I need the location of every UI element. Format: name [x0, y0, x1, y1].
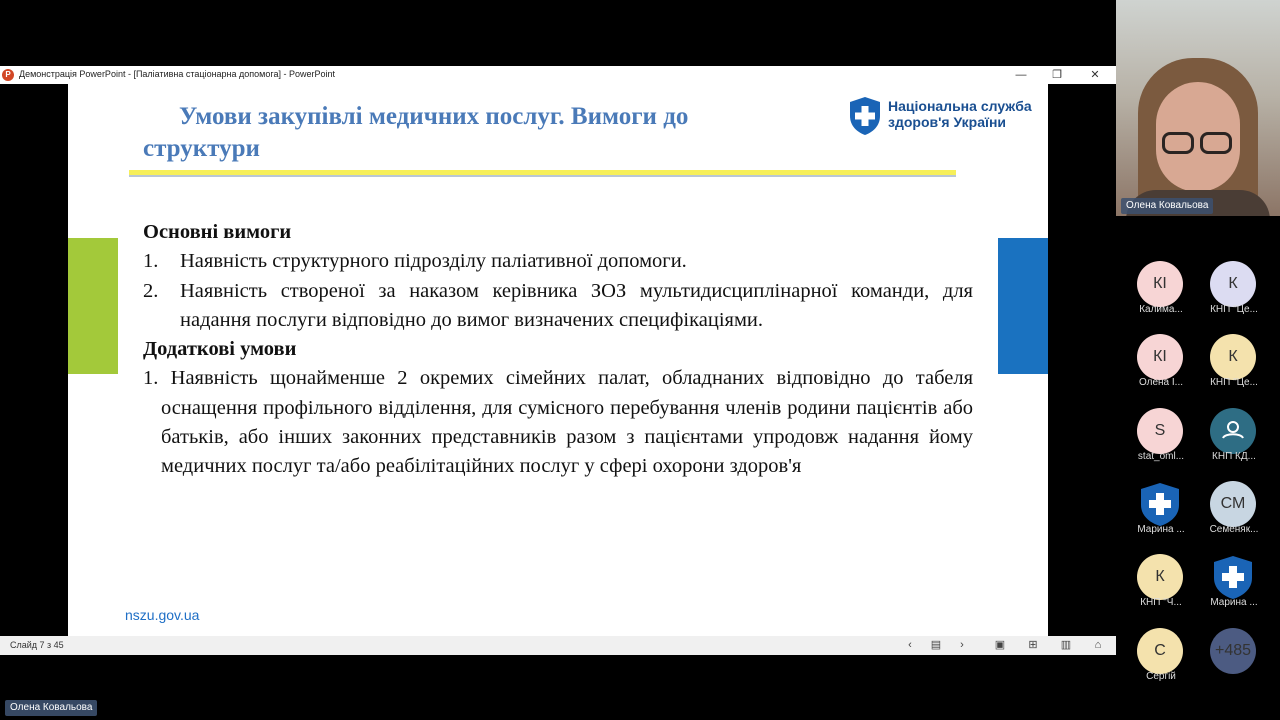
list-item-text: Наявність щонайменше 2 окремих сімейних палат, обладнаних відповідно до табеля оснащення профільного відділення, для сумісного перебування членів родини пацієнтів або батьків, або інших законних представників разом з пацієнтами упродовж надання йому медичних послуг та/або реабілітаційних послуг у сфері охорони здоров'я	[161, 367, 974, 478]
slide-title	[143, 101, 823, 165]
avatar	[1210, 408, 1256, 454]
title-underline-gray	[129, 175, 956, 177]
section-heading-main: Основні вимоги	[143, 221, 292, 243]
slide-title-line2: структури	[143, 135, 260, 162]
normal-view-icon[interactable]: ▣	[994, 639, 1006, 651]
avatar: S	[1137, 408, 1183, 454]
list-item	[143, 364, 973, 481]
speaker-video[interactable]	[1116, 0, 1280, 216]
participant-name: Калима...	[1139, 304, 1183, 315]
speaker-name-label: Олена Ковальова	[1121, 198, 1213, 214]
participant-name: КНП "Це...	[1210, 377, 1258, 388]
nszu-shield-icon	[848, 96, 882, 136]
logo-line1: Національна служба	[888, 98, 1032, 114]
participant-name: КНП "Це...	[1210, 304, 1258, 315]
powerpoint-app-icon: P	[2, 69, 14, 81]
list-item-number: 2.	[143, 279, 159, 302]
list-item-number: 1.	[143, 250, 159, 273]
nszu-shield-icon	[1137, 481, 1183, 527]
list-item	[143, 277, 973, 336]
powerpoint-window	[0, 66, 1116, 655]
list-item-text: Наявність створеної за наказом керівника ЗОЗ мультидисциплінарної команди, для надання послуги відповідно до вимог визначених специфікаціями.	[180, 279, 973, 331]
avatar	[1137, 481, 1183, 527]
participant-tile[interactable]	[1125, 481, 1197, 547]
slide[interactable]	[68, 84, 1048, 636]
slide-area	[0, 84, 1116, 636]
list-item-number: 1.	[143, 367, 159, 390]
sorter-view-icon[interactable]: ⊞	[1028, 639, 1038, 651]
slide-body	[143, 218, 973, 482]
avatar: К	[1210, 261, 1256, 307]
nszu-logo-text	[888, 98, 1032, 130]
logo-line2: здоров'я України	[888, 114, 1007, 130]
participant-name: Семеняк...	[1209, 524, 1259, 535]
participant-name: КНП "Ч...	[1140, 597, 1182, 608]
participant-tile[interactable]	[1198, 334, 1270, 400]
site-url: nszu.gov.ua	[125, 607, 200, 623]
avatar: К	[1210, 334, 1256, 380]
participant-tile[interactable]	[1125, 261, 1197, 327]
list-item-text: Наявність структурного підрозділу паліативної допомоги.	[180, 250, 687, 273]
next-icon[interactable]: ›	[960, 639, 964, 651]
participant-name: stat_oml...	[1137, 451, 1185, 462]
minimize-button[interactable]: —	[1015, 69, 1027, 81]
statusbar	[0, 636, 1116, 655]
reading-view-icon[interactable]: ▥	[1060, 639, 1072, 651]
participant-tile[interactable]	[1198, 261, 1270, 327]
participant-tile[interactable]	[1198, 408, 1270, 474]
prev-icon[interactable]: ‹	[908, 639, 912, 651]
participant-tile[interactable]	[1125, 554, 1197, 620]
restore-button[interactable]: ❐	[1052, 69, 1062, 81]
participant-tile[interactable]	[1125, 334, 1197, 400]
participant-tile[interactable]	[1198, 554, 1270, 620]
slide-title-line1: Умови закупівлі медичних послуг. Вимоги до	[179, 103, 689, 130]
nszu-shield-icon	[1210, 554, 1256, 600]
more-participants-button[interactable]	[1198, 628, 1270, 694]
slideshow-icon[interactable]: ⌂	[1094, 639, 1102, 651]
close-button[interactable]: ✕	[1090, 69, 1100, 81]
user-icon	[1210, 408, 1256, 454]
participant-name: Сергій	[1146, 671, 1176, 682]
list-item	[143, 247, 973, 276]
avatar: КІ	[1137, 261, 1183, 307]
participant-name: Марина ...	[1137, 524, 1185, 535]
participant-tile[interactable]	[1125, 628, 1197, 694]
slide-counter: Слайд 7 з 45	[10, 640, 64, 650]
avatar: КІ	[1137, 334, 1183, 380]
participant-name: Марина ...	[1210, 597, 1258, 608]
avatar: СМ	[1210, 481, 1256, 527]
right-accent-bar	[998, 238, 1048, 374]
left-accent-bar	[68, 238, 118, 374]
window-titlebar	[0, 66, 1116, 84]
presenter-name-label: Олена Ковальова	[5, 700, 97, 716]
window-title: Демонстрація PowerPoint - [Паліативна стаціонарна допомога] - PowerPoint	[19, 69, 335, 79]
participant-name: КНП КД...	[1212, 451, 1256, 462]
avatar: К	[1137, 554, 1183, 600]
avatar: С	[1137, 628, 1183, 674]
participant-tile[interactable]	[1125, 408, 1197, 474]
notes-icon[interactable]: ▤	[930, 639, 942, 651]
participant-name: Олена І...	[1138, 377, 1184, 388]
more-participants-count: +485	[1210, 628, 1256, 674]
section-heading-additional: Додаткові умови	[143, 338, 297, 361]
participant-tile[interactable]	[1198, 481, 1270, 547]
avatar	[1210, 554, 1256, 600]
nszu-logo	[848, 96, 1048, 138]
